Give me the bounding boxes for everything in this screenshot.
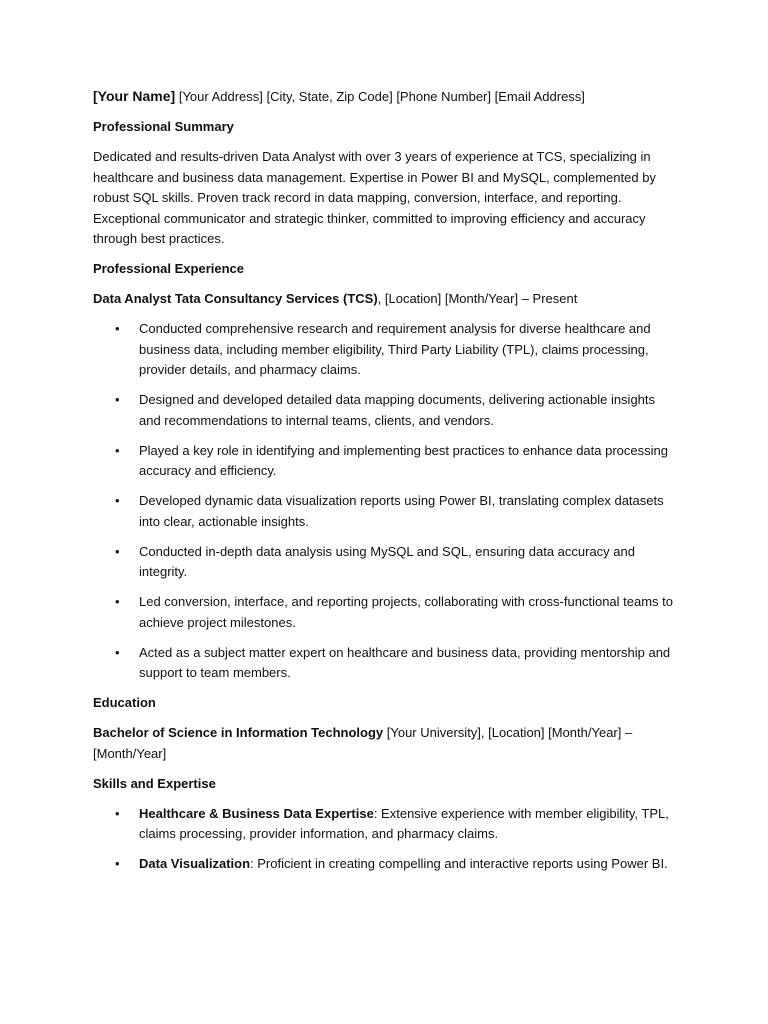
bullet-text: Conducted comprehensive research and requirement analysis for diverse healthcare and business data, including member eligibility, Third Party Liability (TPL), claims processing, provider details, and pharmacy claims. (139, 321, 651, 377)
bullet-text: Led conversion, interface, and reporting projects, collaborating with cross-functional teams to achieve project milestones. (139, 594, 674, 630)
bullet-icon: • (115, 644, 120, 660)
skills-heading: Skills and Expertise (93, 775, 216, 791)
job-title: Data Analyst Tata Consultancy Services (TCS) (93, 291, 378, 306)
skill-text: : Proficient in creating compelling and interactive reports using Power BI. (250, 856, 668, 871)
bullet-text: Conducted in-depth data analysis using MySQL and SQL, ensuring data accuracy and integrity. (139, 543, 635, 579)
bullet-icon: • (115, 493, 120, 508)
list-item (93, 592, 678, 633)
bullet-icon: • (115, 856, 120, 871)
bullet-text: Played a key role in identifying and implementing best practices to enhance data processing accuracy and efficiency. (139, 442, 668, 478)
job-line (93, 289, 678, 310)
education-details: [Your University], [Location] [Month/Year] – [Month/Year] (93, 725, 633, 761)
bullet-text: Developed dynamic data visualization reports using Power BI, translating complex datasets into clear, actionable insights. (139, 493, 664, 529)
bullet-text: Designed and developed detailed data mapping documents, delivering actionable insights and recommendations to internal teams, clients, and vendors. (139, 392, 656, 428)
degree-title: Bachelor of Science in Information Technology (93, 725, 384, 740)
list-item (93, 643, 678, 684)
list-item (93, 491, 678, 532)
experience-bullet-list (93, 319, 678, 684)
list-item (93, 854, 678, 875)
candidate-name: [Your Name] (93, 88, 176, 104)
header-line (93, 86, 678, 108)
list-item (93, 441, 678, 482)
list-item (93, 390, 678, 431)
list-item (93, 542, 678, 583)
bullet-icon: • (115, 805, 120, 821)
summary-heading: Professional Summary (93, 119, 234, 134)
bullet-text: Acted as a subject matter expert on healthcare and business data, providing mentorship and support to team members. (139, 644, 671, 680)
bullet-icon: • (115, 442, 120, 458)
resume-document (93, 86, 678, 884)
bullet-icon: • (115, 392, 120, 407)
bullet-icon: • (115, 594, 120, 609)
skill-title: Healthcare & Business Data Expertise (139, 805, 374, 821)
list-item (93, 319, 678, 381)
experience-heading: Professional Experience (93, 261, 245, 276)
bullet-icon: • (115, 543, 120, 559)
list-item (93, 804, 678, 845)
contact-info: [Your Address] [City, State, Zip Code] [Phone Number] [Email Address] (178, 89, 585, 104)
skill-text: : Extensive experience with member eligibility, TPL, claims processing, provider information, and pharmacy claims. (139, 805, 669, 841)
job-details: , [Location] [Month/Year] – Present (377, 291, 578, 306)
education-heading: Education (93, 695, 156, 710)
education-line (93, 723, 678, 764)
summary-text: Dedicated and results-driven Data Analyst with over 3 years of experience at TCS, specializing in healthcare and business data management. Expertise in Power BI and MySQL, complemented by robust SQL skills. Proven track record in data mapping, conversion, interface, and reporting. Exceptional communicator and strategic thinker, committed to improving efficiency and accuracy through best practices. (93, 149, 656, 246)
bullet-icon: • (115, 321, 120, 336)
skill-title: Data Visualization (139, 856, 251, 871)
skills-bullet-list (93, 804, 678, 875)
